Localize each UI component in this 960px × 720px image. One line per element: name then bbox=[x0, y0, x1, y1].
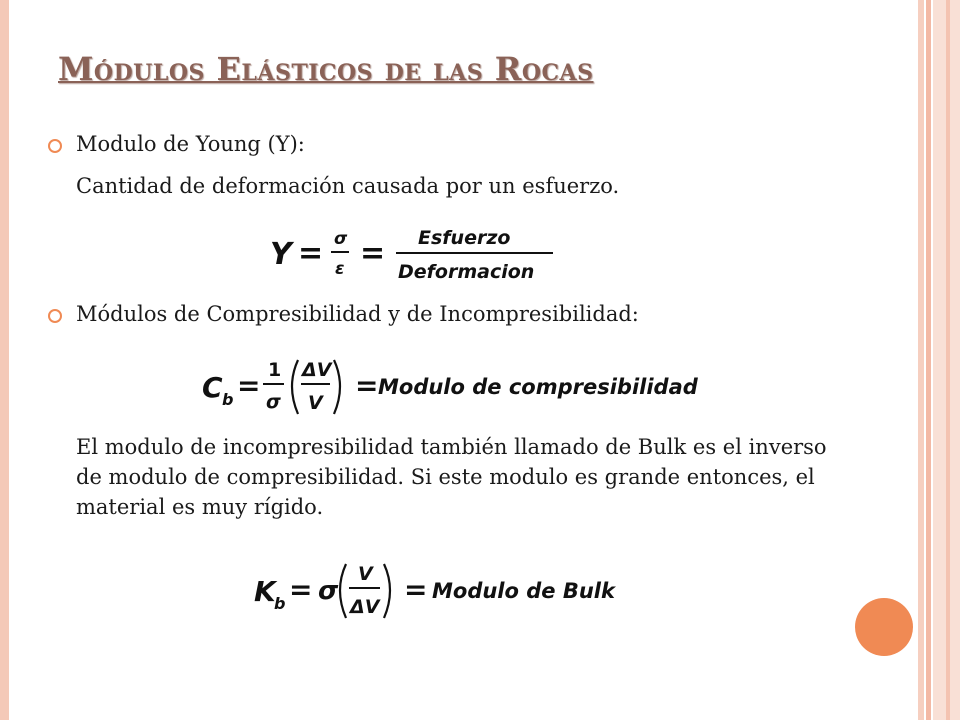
formula-lhs: K bbox=[254, 575, 276, 608]
formula-numerator: σ bbox=[334, 229, 348, 249]
formula-lhs-subscript: b bbox=[222, 390, 234, 409]
formula-lhs: Y bbox=[270, 237, 292, 272]
formula-coef-numerator: 1 bbox=[268, 359, 282, 381]
formula-equals: = bbox=[355, 369, 379, 402]
formula-equals: = bbox=[289, 573, 313, 606]
formula-word-denominator: Deformacion bbox=[398, 261, 535, 283]
formula-equals: = bbox=[237, 369, 261, 402]
formula-label: Modulo de Bulk bbox=[432, 579, 615, 603]
formula-lhs: C bbox=[202, 371, 223, 404]
bulk-paragraph: El modulo de incompresibilidad también llamado de Bulk es el inverso de modulo de compresibilidad. Si este modulo es grande entonces, el material es muy rígido. bbox=[76, 435, 827, 520]
young-formula bbox=[268, 222, 558, 286]
formula-equals: = bbox=[360, 236, 386, 271]
formula-paren-denominator: ΔV bbox=[350, 596, 380, 618]
formula-word-numerator: Esfuerzo bbox=[418, 227, 511, 249]
compressibility-heading: Módulos de Compresibilidad y de Incompresibilidad: bbox=[76, 302, 639, 326]
formula-coef-denominator: σ bbox=[266, 391, 281, 413]
bullet-ring-icon bbox=[48, 139, 62, 153]
slide-title: Módulos Elásticos de las Rocas bbox=[58, 50, 594, 88]
formula-denominator: ε bbox=[335, 259, 345, 279]
formula-coef: σ bbox=[318, 576, 339, 606]
right-decor-band bbox=[946, 0, 950, 720]
right-decor-band bbox=[926, 0, 931, 720]
formula-lhs-subscript: b bbox=[274, 594, 286, 613]
formula-paren-denominator: V bbox=[308, 392, 323, 414]
right-decor-band bbox=[918, 0, 924, 720]
young-heading: Modulo de Young (Y): bbox=[76, 132, 305, 156]
formula-paren-numerator: ΔV bbox=[302, 359, 332, 381]
bullet-ring-icon bbox=[48, 309, 62, 323]
decorative-circle bbox=[855, 598, 913, 656]
formula-equals: = bbox=[404, 573, 428, 606]
formula-label: Modulo de compresibilidad bbox=[378, 375, 698, 399]
formula-equals: = bbox=[298, 236, 324, 271]
compressibility-formula bbox=[200, 352, 720, 422]
formula-paren-numerator: V bbox=[358, 563, 373, 585]
young-description: Cantidad de deformación causada por un esfuerzo. bbox=[76, 174, 620, 198]
bulk-formula bbox=[252, 556, 632, 626]
